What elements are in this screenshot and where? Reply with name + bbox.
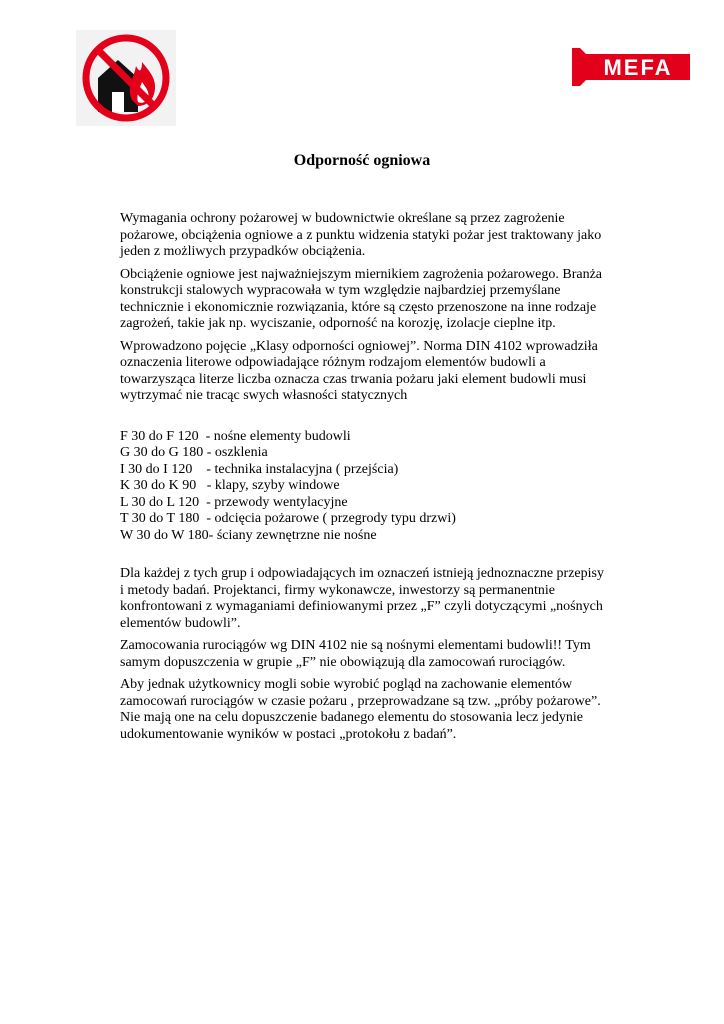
no-fire-icon — [76, 30, 176, 126]
list-item: L 30 do L 120 - przewody wentylacyjne — [120, 494, 348, 510]
list-item: K 30 do K 90 - klapy, szyby windowe — [120, 478, 340, 493]
paragraph: Dla każdej z tych grup i odpowiadających im oznaczeń istnieją jednoznaczne przepisy i metody badań. Projektanci, firmy wykonawcze, inwestorzy są permanentnie konfrontowani z wymaganiami definiowanymi przez „F” czyli dotyczącymi „nośnych elementów budowli”. — [120, 566, 604, 631]
paragraph: Wprowadzono pojęcie „Klasy odporności ogniowej”. Norma DIN 4102 wprowadziła oznaczenia literowe odpowiadające różnym rodzajom elementów budowli a towarzysząca literze liczba oznacza czas trwania pożaru jaki element budowli musi wytrzymać nie tracąc swych własności statycznych — [120, 338, 598, 403]
list-item: G 30 do G 180 - oszklenia — [120, 445, 268, 460]
fire-class-list — [120, 429, 610, 545]
paragraph: Aby jednak użytkownicy mogli sobie wyrobić pogląd na zachowanie elementów zamocowań rurociągów w czasie pożaru , przeprowadzane są tzw. „próby pożarowe”. Nie mają one na celu dopuszczenie badanego elementu do stosowania lecz jedynie udokumentowanie wyników w postaci „protokołu z badań”. — [120, 677, 601, 742]
list-item: W 30 do W 180- ściany zewnętrzne nie nośne — [120, 527, 377, 543]
page-title: Odporność ogniowa — [293, 152, 431, 169]
list-item: F 30 do F 120 - nośne elementy budowli — [120, 428, 351, 444]
paragraph: Zamocowania rurociągów wg DIN 4102 nie są nośnymi elementami budowli!! Tym samym dopuszczenia w grupie „F” nie obowiązują dla zamocowań rurociągów. — [120, 638, 591, 670]
paragraph: Wymagania ochrony pożarowej w budownictwie określane są przez zagrożenie pożarowe, obciążenia ogniowe a z punktu widzenia statyki pożar jest traktowany jako jeden z możliwych przypadków obciążenia. — [120, 211, 602, 259]
list-item: I 30 do I 120 - technika instalacyjna ( przejścia) — [120, 461, 399, 477]
list-item: T 30 do T 180 - odcięcia pożarowe ( przegrody typu drzwi) — [120, 511, 456, 526]
document-body — [120, 211, 610, 749]
mefa-logo — [572, 46, 690, 88]
svg-text:MEFA: MEFA — [603, 55, 673, 80]
paragraph: Obciążenie ogniowe jest najważniejszym miernikiem zagrożenia pożarowego. Branża konstrukcji stalowych wypracowała w tym względzie najbardziej przemyślane technicznie i ekonomicznie rozwiązania, które są często przenoszone na inne rodzaje zagrożeń, takie jak np. wyciszanie, odporność na korozję, izolacje cieplne itp. — [120, 266, 603, 331]
